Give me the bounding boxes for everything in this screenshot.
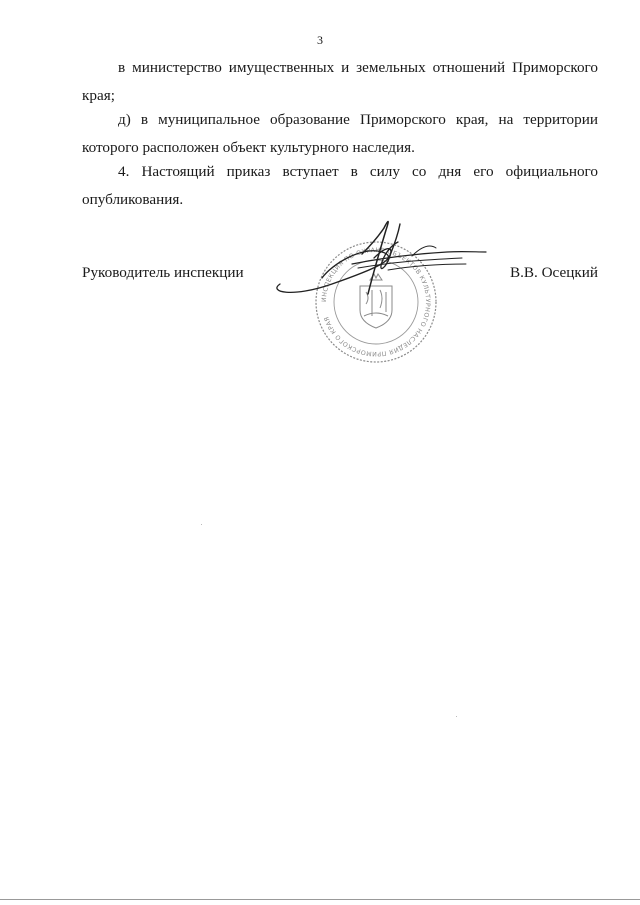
page-number: 3: [317, 33, 323, 47]
paragraph-line: края;: [82, 87, 115, 104]
paragraph-line: 4. Настоящий приказ вступает в силу со дня его официального: [118, 163, 598, 180]
signatory-position: Руководитель инспекции: [82, 264, 244, 281]
signatory-name: В.В. Осецкий: [509, 264, 598, 281]
paragraph-municipality: [82, 106, 598, 162]
paragraph-ministry: [82, 54, 598, 110]
paragraph-line: опубликования.: [82, 191, 184, 208]
paragraph-line: которого расположен объект культурного наследия.: [82, 139, 415, 156]
scan-bottom-edge: [0, 899, 640, 900]
handwritten-signature-icon: [262, 214, 492, 314]
paragraph-effective-date: [82, 158, 598, 214]
scan-speck: [201, 524, 202, 525]
paragraph-line: в министерство имущественных и земельных отношений Приморского: [118, 59, 598, 76]
paragraph-line: д) в муниципальное образование Приморского края, на территории: [118, 111, 598, 128]
seal-ring-text: ИНСПЕКЦИЯ ПО ОХРАНЕ ОБЪЕКТОВ КУЛЬТУРНОГО НАСЛЕДИЯ ПРИМОРСКОГО КРАЯ: [320, 246, 432, 358]
scan-speck: [456, 716, 457, 717]
